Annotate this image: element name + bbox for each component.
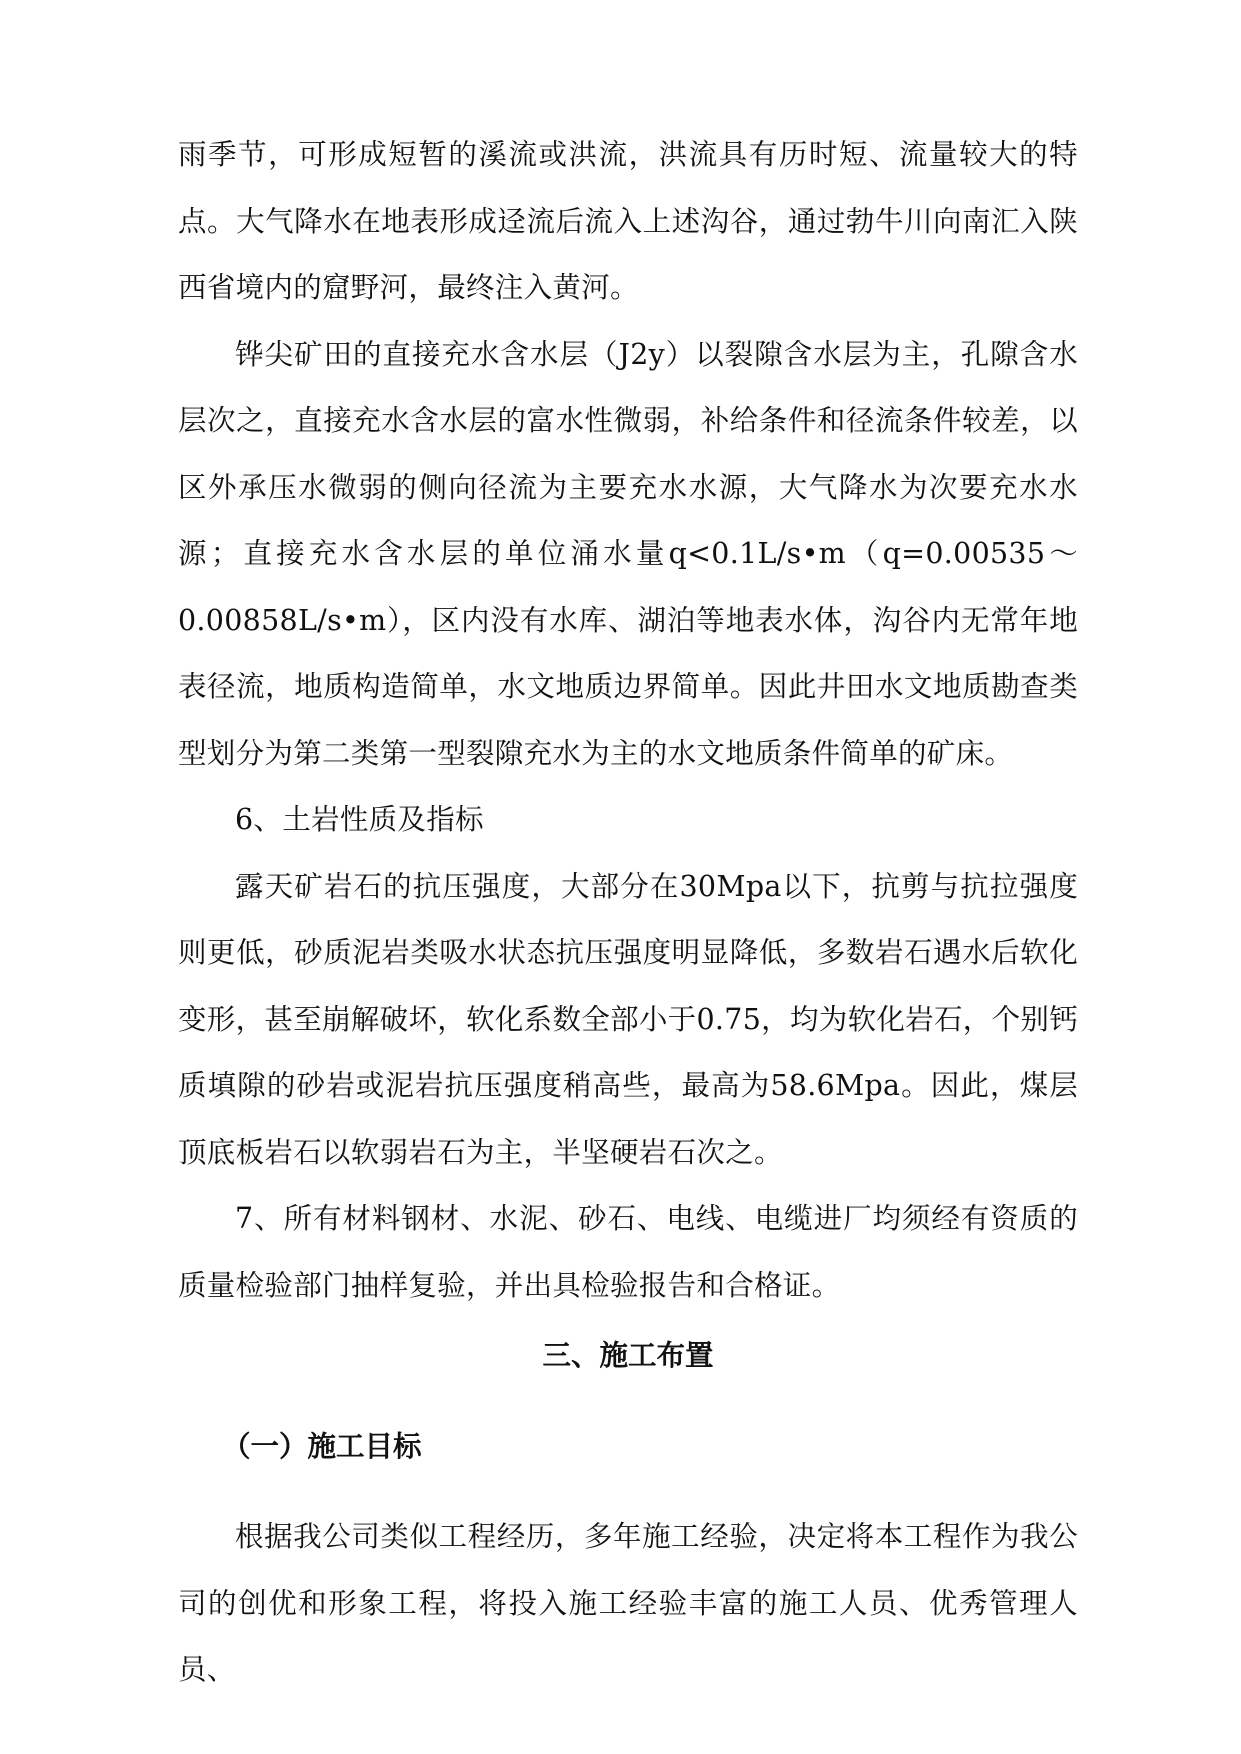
section-heading: 三、施工布置 — [542, 1339, 714, 1372]
paragraph-rock-strength: 露天矿岩石的抗压强度，大部分在30Mpa以下，抗剪与抗拉强度则更低，砂质泥岩类吸水状态抗压强度明显降低，多数岩石遇水后软化变形，甚至崩解破坏，软化系数全部小于0.75，均为软化岩石，个别钙质填隙的砂岩或泥岩抗压强度稍高些，最高为58.6Mpa。因此，煤层顶底板岩石以软弱岩石为主，半坚硬岩石次之。 — [178, 869, 1078, 1169]
subsection-heading: （一）施工目标 — [222, 1429, 422, 1463]
paragraph-materials-inspection: 7、所有材料钢材、水泥、砂石、电线、电缆进厂均须经有资质的质量检验部门抽样复验，并出具检验报告和合格证。 — [178, 1202, 1078, 1302]
paragraph-rainy-season: 雨季节，可形成短暂的溪流或洪流，洪流具有历时短、流量较大的特点。大气降水在地表形成迳流后流入上述沟谷，通过勃牛川向南汇入陕西省境内的窟野河，最终注入黄河。 — [178, 138, 1078, 304]
paragraph-aquifer: 铧尖矿田的直接充水含水层（J2y）以裂隙含水层为主，孔隙含水层次之，直接充水含水层的富水性微弱，补给条件和径流条件较差，以区外承压水微弱的侧向径流为主要充水水源，大气降水为次要充水水源；直接充水含水层的单位涌水量q<0.1L/s•m（q=0.00535～0.00858L/s•m），区内没有水库、湖泊等地表水体，沟谷内无常年地表径流，地质构造简单，水文地质边界简单。因此井田水文地质勘查类型划分为第二类第一型裂隙充水为主的水文地质条件简单的矿床。 — [178, 337, 1078, 770]
item-rock-properties-heading: 6、土岩性质及指标 — [235, 803, 484, 836]
paragraph-construction-goal: 根据我公司类似工程经历，多年施工经验，决定将本工程作为我公司的创优和形象工程，将投入施工经验丰富的施工人员、优秀管理人员、 — [178, 1520, 1078, 1686]
page-content — [178, 122, 1078, 1704]
